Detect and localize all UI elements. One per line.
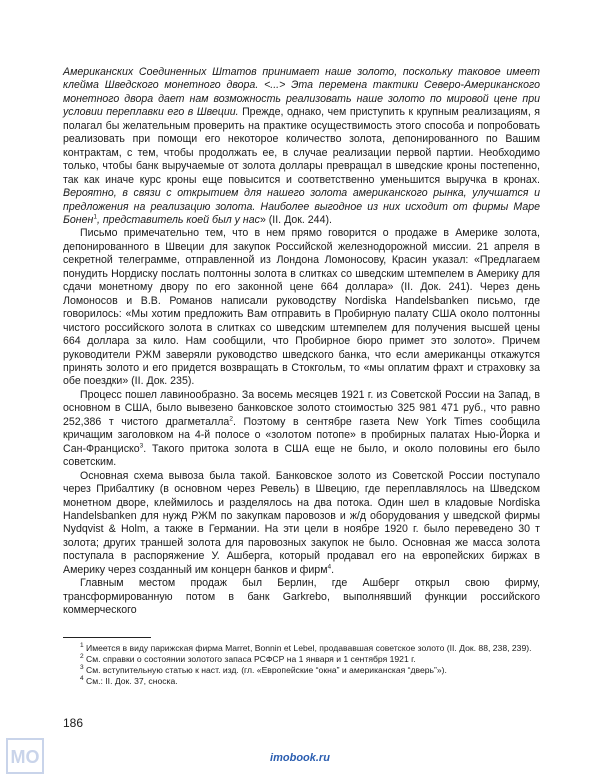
footnote-divider [63,637,151,638]
footnote-ref: 1 [93,213,97,221]
footnote [63,643,540,654]
text-segment: Вероятно, в связи с открытием для нашего золота американского рынка, улучшатся и предложения на реализацию золота. Наиболее выгодное из них исходит от фирмы Маре Бонен [63,187,540,226]
footnote-ref: 3 [139,442,144,450]
footnote-text: См.: II. Док. 37, сноска. [83,676,178,686]
footnotes [63,643,540,687]
footnote-number: 4 [80,675,84,683]
logo-text: MO [10,747,40,767]
footnote-number: 1 [80,642,84,650]
main-text [63,66,540,618]
text-segment: » (II. Док. 244). [259,213,332,226]
footnote [63,676,540,687]
imobook-logo-icon [6,738,44,774]
footnote-text: См. справки о состоянии золотого запаса РСФСР на 1 января и 1 сентября 1921 г. [83,654,416,664]
text-segment: , представитель коей был у нас [96,213,260,226]
text-segment: . Поэтому в сентябре газета New York Times сообщила кричащим заголовком на 4-й полосе о «золотом потопе» в пробирных палатах Нью-Йорка и Сан-Франциско [63,415,540,455]
text-segment: . [331,563,335,576]
text-segment: . Такого притока золота в США еще не было, и около половины его было советским. [63,442,540,469]
footnote-text: См. вступительную статью к наст. изд. (гл. «Европейские “окна” и американская “дверь”»). [83,665,447,675]
footnote [63,665,540,676]
site-link[interactable]: imobook.ru [270,752,330,764]
page-number: 186 [63,716,84,730]
text-segment: Основная схема вывоза была такой. Банковское золото из Советской России поступало через Прибалтику (в основном через Ревель) в Швецию, где переплавлялось на Шведском монетном дворе, клеймилось и разделялось на два потока. Один шел в кладовые Nordiska Handelsbanken для нужд РЖМ по закупкам паровозов и ж/д оборудования у шведской фирмы Nydqvist & Holm, а также в Германии. На эти цели в ноябре 1920 г. было переведено 30 т золота; других траншей золота для паровозных закупок не было. Основная же масса золота поступала в распоряжение У. Ашберга, который продавал его на европейских биржах в Америку через созданный им концерн банков и фирм [63,469,540,576]
paragraph [63,227,540,388]
paragraph [63,470,540,578]
paragraph [63,577,540,617]
footnote-ref: 2 [229,415,233,423]
footnote-number: 3 [80,664,84,672]
paragraph [63,66,540,227]
text-segment: Прежде, однако, чем приступить к крупным реализациям, я полагал бы желательным проверить на практике осуществимость этого способа и попробовать реализовать при помощи его некоторое количество золота, депонированного по Вашим контрактам, с тем, чтобы продолжать ее, в случае реализации первой партии. Необходимо только, чтобы банк выручаемые от золота доллары превращал в шведские кроны постепенно, так как иначе курс кроны еще повысится и соответственно уменьшится выручка в кронах. [63,106,541,186]
text-segment: Процесс пошел лавинообразно. За восемь месяцев 1921 г. из Советской России на Запад, в основном в США, было вывезено банковское золото стоимостью 325 981 471 руб., что равно 252,386 т чистого драгметалла [63,388,540,428]
footnote-number: 2 [80,653,84,661]
footnote [63,654,540,665]
text-segment: Главным местом продаж был Берлин, где Ашберг открыл свою фирму, трансформированную потом в банк Garkrebo, выполнявший функции российского коммерческого [63,577,540,617]
text-segment: Письмо примечательно тем, что в нем прямо говорится о продаже в Америке золота, депонированного в Швеции для закупок Российской железнодорожной миссии. 21 апреля в секретной телеграмме, отправленной из Лондона Ломоносову, Красин указал: «Предлагаем понудить Нордиску послать полтонны золота в слитках со шведским штемпелем в Америку для сдачи монетному двору по его законной цене 664 доллара» (II. Док. 241). Через день Ломоносов и В.В. Романов написали руководству Nordiska Handelsbanken письмо, где говорилось: «Мы хотим предложить Вам отправить в Пробирную палату США около полтонны чистого российского золота в слитках со шведским штемпелем для получения высшей цены 664 доллара за кило. Нам сообщили, что Пробирное бюро примет это золото». Причем руководители РЖМ заверяли руководство шведского банка, что если американцы откажутся принять золото и его придется возвращать в Стокгольм, то «мы оплатим фрахт и страховку за обе поездки» (II. Док. 235). [63,227,540,388]
text-segment: Американских Соединенных Штатов принимает наше золото, поскольку таковое имеет клейма Шведского монетного двора. <...> Эта перемена тактики Северо-Американского монетного двора дает нам возможность реализовать наше золото по мировой цене при условии переплавки его в Швеции. [63,66,540,119]
footnote-text: Имеется в виду парижская фирма Marret, Bonnin et Lebel, продававшая советское золото (II. Док. 88, 238, 239). [83,643,532,653]
paragraph [63,389,540,470]
footnote-ref: 4 [327,563,332,571]
